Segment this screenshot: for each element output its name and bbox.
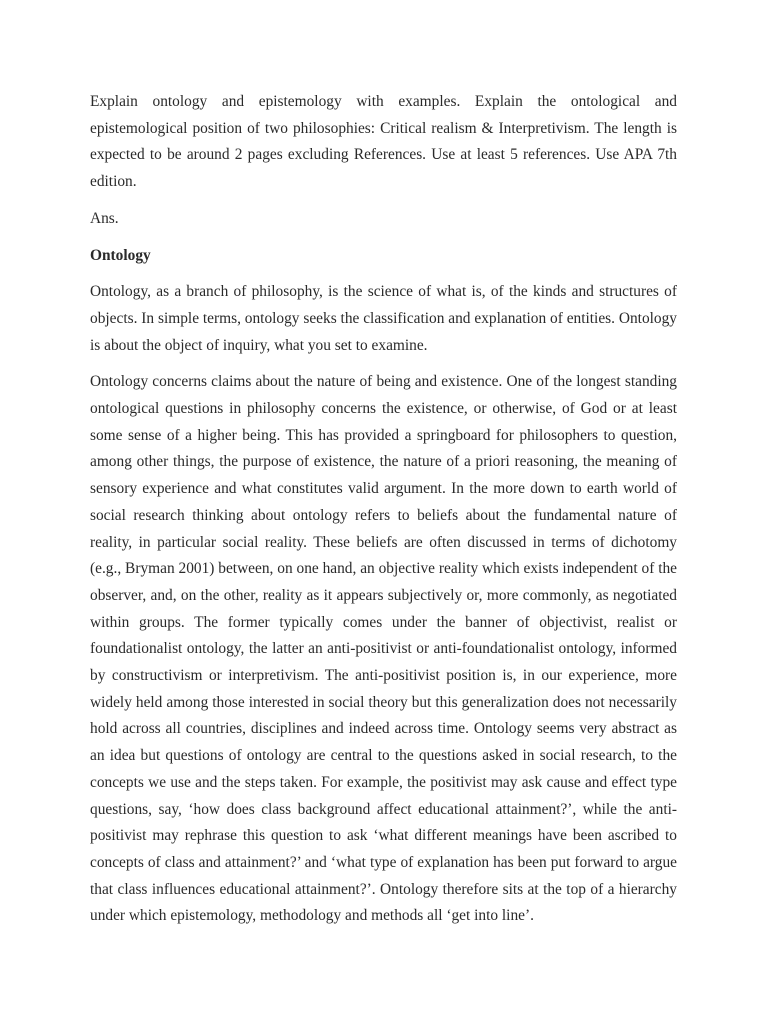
section-heading: Ontology [90, 246, 151, 264]
body-paragraph-2: Ontology concerns claims about the nature of being and existence. One of the longest standing ontological questions in philosophy concerns the existence, or otherwise, of God or at least some sense of a higher being. This has provided a springboard for philosophers to question, among other things, the purpose of existence, the nature of a priori reasoning, the meaning of sensory experience and what constitutes valid argument. In the more down to earth world of social research thinking about ontology refers to beliefs about the fundamental nature of reality, in particular social reality. These beliefs are often discussed in terms of dichotomy (e.g., Bryman 2001) between, on one hand, an objective reality which exists independent of the observer, and, on the other, reality as it appears subjectively or, more commonly, as negotiated within groups. The former typically comes under the banner of objectivist, realist or foundationalist ontology, the latter an anti-positivist or anti-foundationalist ontology, informed by constructivism or interpretivism. The anti-positivist position is, in our experience, more widely held among those interested in social theory but this generalization does not necessarily hold across all countries, disciplines and indeed across time. Ontology seems very abstract as an idea but questions of ontology are central to the questions asked in social research, to the concepts we use and the steps taken. For example, the positivist may ask cause and effect type questions, say, ‘how does class background affect educational attainment?’, while the anti-positivist may rephrase this question to ask ‘what different meanings have been ascribed to concepts of class and attainment?’ and ‘what type of explanation has been put forward to argue that class influences educational attainment?’. Ontology therefore sits at the top of a hierarchy under which epistemology, methodology and methods all ‘get into line’. [90, 373, 677, 925]
body-paragraph-1: Ontology, as a branch of philosophy, is the science of what is, of the kinds and structures of objects. In simple terms, ontology seeks the classification and explanation of entities. Ontology is about the object of inquiry, what you set to examine. [90, 283, 677, 354]
question-paragraph: Explain ontology and epistemology with examples. Explain the ontological and epistemological position of two philosophies: Critical realism & Interpretivism. The length is expected to be around 2 pages excluding References. Use at least 5 references. Use APA 7th edition. [90, 93, 677, 191]
document-body [90, 89, 677, 940]
answer-label: Ans. [90, 209, 119, 227]
